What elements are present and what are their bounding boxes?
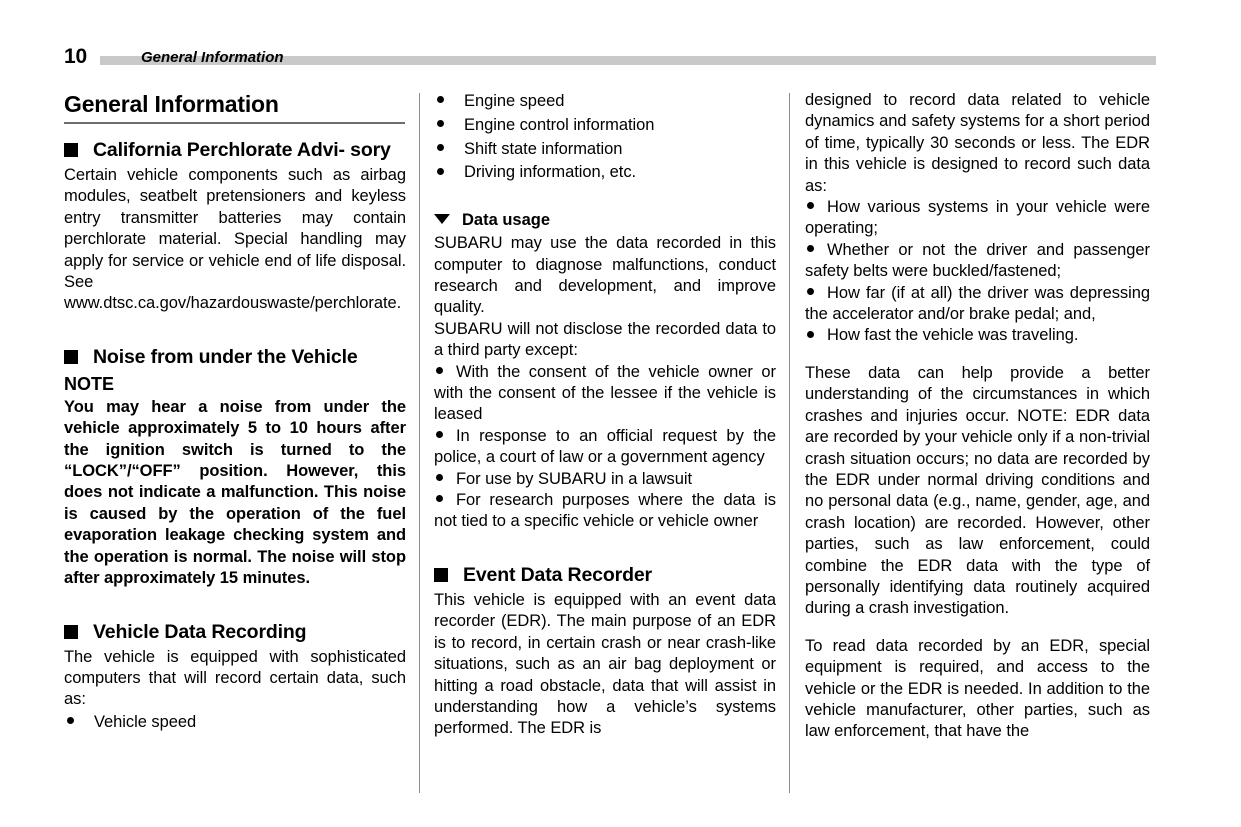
running-title: General Information (141, 49, 284, 66)
column-2 (434, 90, 776, 740)
heading-event-data-recorder (434, 563, 776, 587)
paragraph-perchlorate: Certain vehicle components such as airbag modules, seatbelt pretensioners and keyless entry transmitter batteries may contain perchlorate material. Special handling may apply for service or vehicle end of life disposal. See www.dtsc.ca.gov/hazardouswaste/perchlorate. (64, 166, 406, 313)
spacer (434, 533, 776, 563)
list-item-label: Engine speed (464, 92, 565, 110)
list-item-label: Driving information, etc. (464, 163, 637, 182)
bullet-paragraph-consent (434, 362, 776, 426)
bullet-paragraph-text: With the consent of the vehicle owner or with the consent of the lessee if the vehicle is leased (434, 362, 776, 424)
bullet-dot-icon (436, 495, 443, 502)
bullet-dot-icon (437, 144, 444, 151)
bullet-paragraph-official-request (434, 426, 776, 469)
paragraph-data-usage-1: SUBARU may use the data recorded in this computer to diagnose malfunctions, conduct research and development, and improve quality. (434, 234, 776, 317)
list-item-label: Shift state information (464, 139, 623, 158)
list-item (434, 90, 776, 114)
bullet-dot-icon (436, 474, 443, 481)
bullet-dot-icon (437, 120, 444, 127)
list-item (434, 114, 776, 138)
paragraph-event-data-recorder: This vehicle is equipped with an event data recorder (EDR). The main purpose of an EDR is to record, in certain crash or near crash-like situations, such as an air bag deployment or hitting a road obstacle, data that will assist in understanding how a vehicle’s systems performed. The EDR is (434, 590, 776, 738)
bullet-paragraph-systems-operating (805, 197, 1150, 240)
list-item-label: Engine control information (464, 115, 655, 134)
column-1 (64, 90, 406, 735)
bullet-paragraph-text: How far (if at all) the driver was depressing the accelerator and/or brake pedal; and, (805, 283, 1150, 324)
square-bullet-icon (434, 568, 448, 582)
bullet-paragraph-text: How fast the vehicle was traveling. (827, 326, 1079, 345)
bullet-dot-icon (437, 168, 444, 175)
heading-text: Vehicle Data Recording (93, 620, 307, 643)
page-header (64, 44, 1156, 72)
bullet-paragraph-text: Whether or not the driver and passenger safety belts were buckled/fastened; (805, 240, 1150, 281)
bullet-paragraph-pedal (805, 283, 1150, 326)
heading-vehicle-data-recording (64, 620, 406, 644)
bullet-paragraph-lawsuit (434, 469, 776, 490)
triangle-down-icon (434, 214, 450, 224)
chapter-title: General Information (64, 91, 279, 117)
bullet-paragraph-safety-belts (805, 240, 1150, 283)
note-label: NOTE (64, 373, 115, 394)
paragraph-noise-note: You may hear a noise from under the vehicle approximately 5 to 10 hours after the ignition switch is turned to the “LOCK”/“OFF” position. However, this does not indicate a malfunction. This noise is caused by the operation of the fuel evaporation leakage checking system and the operation is normal. The noise will stop after approximately 15 minutes. (64, 397, 406, 588)
heading-text: Data usage (462, 211, 551, 230)
column-divider-1 (419, 93, 420, 793)
heading-text: Event Data Recorder (463, 563, 652, 586)
list-vehicle-data-recording (64, 711, 406, 735)
list-item-label: Vehicle speed (94, 712, 197, 731)
page-number: 10 (64, 45, 87, 68)
square-bullet-icon (64, 350, 78, 364)
heading-text: Noise from under the Vehicle (93, 345, 358, 368)
spacer (805, 347, 1150, 363)
bullet-paragraph-text: How various systems in your vehicle were operating; (805, 198, 1150, 238)
bullet-paragraph-text: For research purposes where the data is not tied to a specific vehicle or vehicle owner (434, 491, 776, 531)
spacer (434, 185, 776, 209)
spacer (64, 590, 406, 620)
bullet-dot-icon (807, 331, 814, 338)
square-bullet-icon (64, 143, 78, 157)
chapter-title-rule (64, 122, 405, 124)
heading-california-perchlorate-advisory (64, 138, 406, 162)
bullet-dot-icon (67, 717, 74, 724)
bullet-dot-icon (807, 288, 814, 295)
bullet-dot-icon (437, 96, 444, 103)
column-divider-2 (789, 93, 790, 793)
column-3 (805, 90, 1150, 743)
paragraph-data-usage-2: SUBARU will not disclose the recorded data to a third party except: (434, 319, 776, 360)
bullet-dot-icon (436, 431, 443, 438)
list-item (434, 138, 776, 162)
bullet-paragraph-text: For use by SUBARU in a lawsuit (456, 469, 693, 488)
paragraph-edr-continued: designed to record data related to vehicle dynamics and safety systems for a short period of time, typically 30 seconds or less. The EDR in this vehicle is designed to record such data as: (805, 91, 1150, 195)
list-item (434, 161, 776, 185)
bullet-dot-icon (807, 202, 814, 209)
paragraph-edr-reading: To read data recorded by an EDR, special equipment is required, and access to the vehicle or the EDR is needed. In addition to the vehicle manufacturer, other parties, such as law enforcement, that have the (805, 636, 1150, 741)
bullet-dot-icon (436, 367, 443, 374)
square-bullet-icon (64, 625, 78, 639)
list-item (64, 711, 406, 735)
paragraph-edr-understanding: These data can help provide a better understanding of the circumstances in which crashes and injuries occur. NOTE: EDR data are recorded by your vehicle only if a non-trivial crash situation occurs; no data are recorded by the EDR under normal driving conditions and no personal data (e.g., name, gender, age, and crash location) are recorded. However, other parties, such as law enforcement, could combine the EDR data with the type of personally identifying data routinely acquired during a crash investigation. (805, 363, 1150, 618)
spacer (64, 315, 406, 345)
page-columns (0, 90, 1241, 800)
bullet-paragraph-text: In response to an official request by the police, a court of law or a government agency (434, 426, 776, 467)
bullet-paragraph-research (434, 490, 776, 533)
heading-noise-from-under-the-vehicle (64, 345, 406, 369)
list-recorded-data (434, 90, 776, 185)
bullet-dot-icon (807, 245, 814, 252)
spacer (805, 620, 1150, 636)
paragraph-vehicle-data-recording: The vehicle is equipped with sophisticated computers that will record certain data, such as: (64, 647, 406, 709)
heading-data-usage (434, 209, 776, 231)
bullet-paragraph-speed (805, 325, 1150, 346)
heading-text: California Perchlorate Advi- sory (93, 139, 391, 161)
